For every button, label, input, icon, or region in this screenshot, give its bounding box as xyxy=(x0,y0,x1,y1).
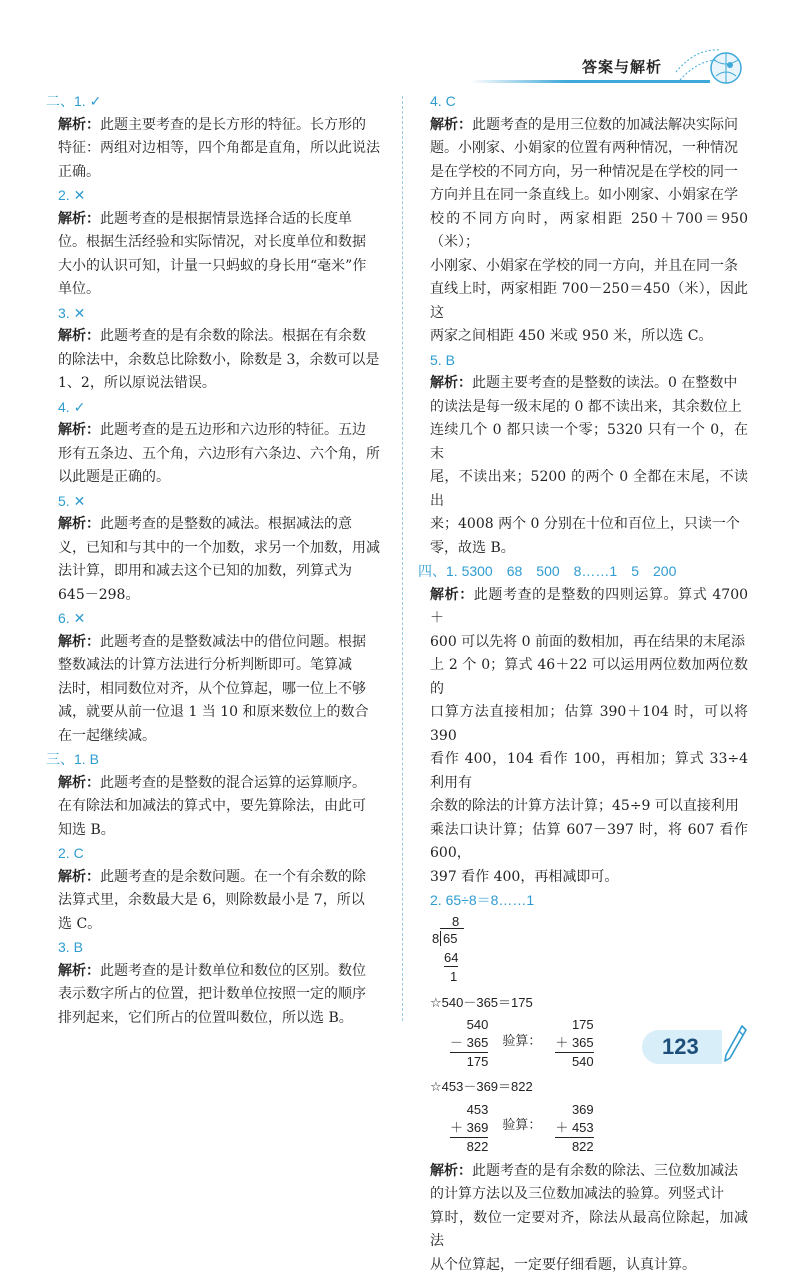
answer-label: 2. C xyxy=(58,842,394,866)
division-bracket xyxy=(440,928,464,929)
equation-line: ☆453－369＝822 xyxy=(430,1075,748,1099)
answer-label: 四、1. 5300 68 500 8……1 5 200 xyxy=(418,560,748,584)
division-divisor: 8 xyxy=(432,930,439,947)
explanation: 解析：此题考查的是根据情景选择合适的长度单 位。根据生活经验和实际情况，对长度单位和数据 大小的认识可知，计量一只蚂蚁的身长用“毫米”作 单位。 xyxy=(58,208,394,302)
globe-logo-icon xyxy=(672,38,748,90)
answer-label: 3. ✕ xyxy=(58,302,394,326)
explanation: 解析：此题考查的是整数减法中的借位问题。根据 整数减法的计算方法进行分析判断即可。笔算减 法时，相同数位对齐，从个位算起，哪一位上不够 减，就要从前一位退 1 当 10 和原来数位上的数合 在一起继续减。 xyxy=(58,631,394,749)
explanation: 解析：此题考查的是有余数的除法。根据在有余数 的除法中，余数总比除数小，除数是 3，余数可以是 1、2，所以原说法错误。 xyxy=(58,325,394,396)
explanation: 解析：此题主要考查的是长方形的特征。长方形的 特征：两组对边相等，四个角都是直角，所以此说法 正确。 xyxy=(58,114,394,185)
division-remainder: 1 xyxy=(450,968,457,985)
explanation: 解析：此题考查的是计数单位和数位的区别。数位 表示数字所占的位置，把计数单位按照一定的顺序 排列起来，它们所占的位置叫数位，所以选 B。 xyxy=(58,960,394,1031)
explanation: 解析：此题考查的是余数问题。在一个有余数的除 法算式里，余数最大是 6，则除数最小是 7，所以 选 C。 xyxy=(58,866,394,937)
answer-label: 4. C xyxy=(430,90,748,114)
answer-label: 5. B xyxy=(430,349,748,373)
vertical-calculation xyxy=(430,1101,748,1156)
answer-label: 4. ✓ xyxy=(58,396,394,420)
vertical-verification: 369 ＋ 453 822 xyxy=(555,1101,593,1156)
explanation: 解析：此题主要考查的是整数的读法。0 在整数中 的读法是每一级末尾的 0 都不读出来，其余数位上 连续几个 0 都只读一个零；5320 只有一个 0，在末 尾，不读出来；5200 的两个 0 全都在末尾，不读出 来；4008 两个 0 分别在十位和百位上，只读一个 零，故选 B。 xyxy=(430,372,748,560)
explanation: 解析：此题考查的是有余数的除法、三位数加减法 的计算方法以及三位数加减法的验算。列竖式计 算时，数位一定要对齐，除法从最高位除起，加减法 从个位算起，一定要仔细看题，认真计算。 xyxy=(430,1160,748,1277)
equation-line: ☆540－365＝175 xyxy=(430,991,748,1015)
answer-label: 6. ✕ xyxy=(58,607,394,631)
answer-label: 三、1. B xyxy=(46,748,394,772)
answer-label: 2. ✕ xyxy=(58,184,394,208)
vertical-verification: 175 ＋ 365 540 xyxy=(555,1016,593,1071)
answer-label: 二、1. ✓ xyxy=(46,90,394,114)
pencil-icon xyxy=(722,1024,748,1064)
long-division xyxy=(430,913,748,991)
verify-label: 验算： xyxy=(502,1114,541,1138)
left-column xyxy=(58,90,394,1030)
answer-label: 2. 65÷8＝8……1 xyxy=(430,889,748,913)
verify-label: 验算： xyxy=(502,1030,541,1054)
vertical-subtraction: 540 － 365 175 xyxy=(450,1016,488,1071)
explanation: 解析：此题考查的是五边形和六边形的特征。五边 形有五条边、五个角，六边形有六条边、六个角，所 以此题是正确的。 xyxy=(58,419,394,490)
answer-label: 5. ✕ xyxy=(58,490,394,514)
explanation: 解析：此题考查的是整数的混合运算的运算顺序。 在有除法和加减法的算式中，要先算除法，由此可 知选 B。 xyxy=(58,772,394,843)
page-number: 123 xyxy=(662,1034,699,1060)
division-dividend: 65 xyxy=(440,930,457,947)
right-column xyxy=(430,90,748,1277)
explanation: 解析：此题考查的是整数的减法。根据减法的意 义，已知和与其中的一个加数，求另一个加数，用减 法计算，即用和减去这个已知的加数，列算式为 645－298。 xyxy=(58,513,394,607)
answer-label: 3. B xyxy=(58,936,394,960)
explanation: 解析：此题考查的是用三位数的加减法解决实际问 题。小刚家、小娟家的位置有两种情况，一种情况 是在学校的不同方向，另一种情况是在学校的同一 方向并且在同一条直线上。如小刚家、小娟家在学 校的不同方向时，两家相距 250＋700＝950（米）； 小刚家、小娟家在学校的同一方向，并且在同一条 直线上时，两家相距 700－250＝450（米），因此这 两家之间相距 450 米或 950 米，所以选 C。 xyxy=(430,114,748,349)
division-product: 64 xyxy=(444,949,458,967)
explanation: 解析：此题考查的是整数的四则运算。算式 4700＋ 600 可以先将 0 前面的数相加，再在结果的末尾添 上 2 个 0；算式 46＋22 可以运用两位数加两位数的 口算方法直接相加；估算 390＋104 时，可以将 390 看作 400，104 看作 100，再相加；算式 33÷4 利用有 余数的除法的计算方法计算；45÷9 可以直接利用 乘法口诀计算；估算 607－397 时，将 607 看作 600， 397 看作 400，再相减即可。 xyxy=(430,584,748,890)
column-divider xyxy=(402,96,403,1021)
division-quotient: 8 xyxy=(452,913,459,930)
vertical-addition: 453 ＋ 369 822 xyxy=(450,1101,488,1156)
header-title: 答案与解析 xyxy=(582,56,662,77)
